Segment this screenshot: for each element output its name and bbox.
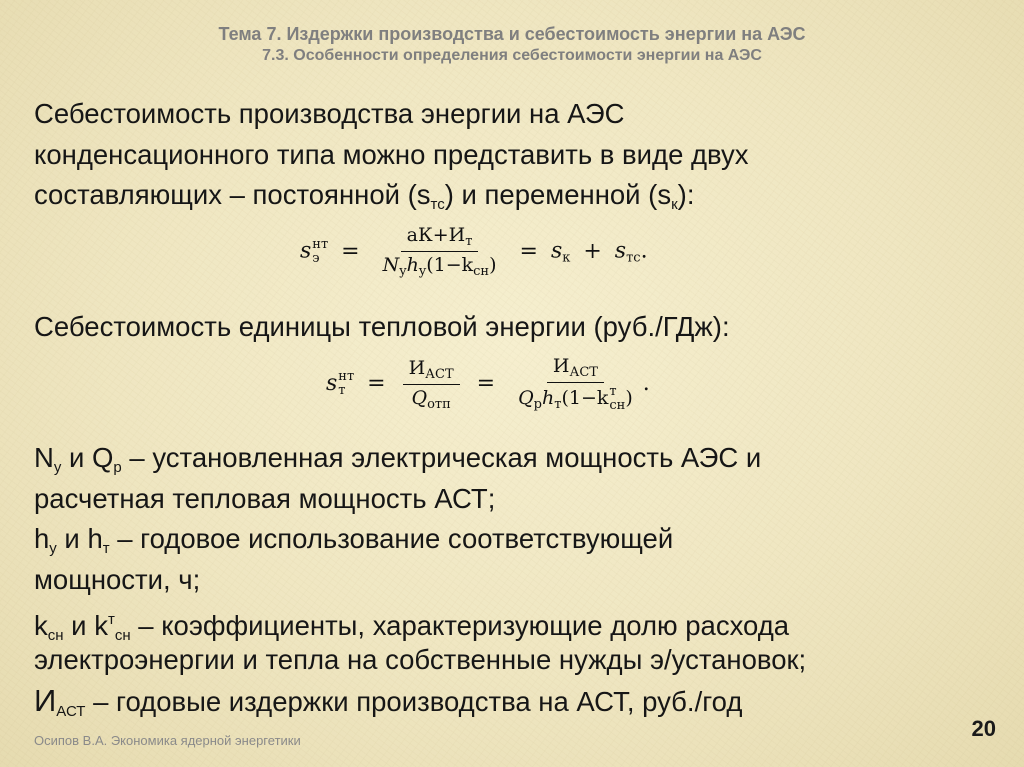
def2-h-sub: у [49,540,57,557]
f2-lhs-scripts [338,370,354,398]
f1-den-n-sub: y [399,264,407,279]
def3-k2-sup: т [107,611,115,628]
f2-den2-q: Q [518,387,534,409]
def3-k2-sub: сн [114,627,131,644]
def1-q: и Q [61,442,114,473]
f2-den-2 [512,383,639,413]
def4-i: И [34,683,57,718]
f2-lhs-sub: т [338,383,346,398]
f2-num-1 [403,357,460,385]
f1-plus: + [583,238,602,264]
def2-h2-sub: т [102,540,110,557]
f1-den-h-sub: y [418,264,427,279]
def3-text: – коэффициенты, характеризующие долю расхода [130,610,790,641]
def-2-line-2: мощности, ч; [34,564,201,595]
f2-fraction-2 [512,355,639,413]
f1-period: . [640,238,648,264]
f2-lhs-base: s [326,371,338,396]
intro-text-a: составляющих – постоянной (s [34,179,431,210]
f2-den2-h: h [541,387,555,409]
def4-i-sub: АСТ [56,703,86,720]
f1-den-close: ) [489,254,497,276]
def1-text: – установленная электрическая мощность АЭС и [121,442,762,473]
f2-den-1 [405,385,456,412]
f1-lhs-base: s [300,238,312,264]
f2-period: . [642,371,650,396]
f2-fraction-1 [403,357,460,412]
footer-author: Осипов В.А. Экономика ядерной энергетики [34,733,301,748]
formula-heat-cost [326,355,650,413]
def-1-line-2: расчетная тепловая мощность АСТ; [34,483,496,514]
f1-rhs-s-sub: к [562,250,571,266]
intro-text-b: ) и переменной (s [444,179,672,210]
def-4-line-1 [34,682,742,731]
f2-num2-text: И [552,355,570,377]
f2-den2-k-sub: сн [609,398,626,413]
f1-den-k-sub: сн [473,264,490,279]
f1-denominator [377,252,503,279]
f2-den2-paren: (1−k [561,387,609,409]
f2-num-2 [547,355,604,383]
f1-rhs-s2: s [614,238,627,264]
f2-den2-q-sub: р [533,397,542,412]
def4-text: – годовые издержки производства на АСТ, руб./год [85,686,743,717]
f1-fraction [377,224,503,279]
def3-k-sub: сн [47,627,64,644]
slide-title: Тема 7. Издержки производства и себестоимость энергии на АЭС [218,24,806,44]
def1-q-sub: р [113,459,122,476]
def-3-line-2: электроэнергии и тепла на собственные нужды э/установок; [34,644,807,675]
intro-sub-k: к [671,196,678,213]
f1-rhs-s2-sub: тс [626,250,641,266]
f1-equals: = [341,238,360,264]
f1-den-n: N [382,254,400,276]
f2-num1-text: И [408,356,426,379]
f1-lhs-scripts [312,238,328,266]
def2-h2: и h [56,523,103,554]
def3-k2: и k [63,610,108,641]
f2-num2-sub: АСТ [569,365,598,380]
def1-n-sub: y [53,459,62,476]
f2-den2-close: ) [625,387,633,409]
f1-numerator [401,224,479,252]
def2-text: – годовое использование соответствующей [109,523,674,554]
f2-lhs-sup: нт [338,369,355,384]
intro-text-c: ): [677,179,695,210]
intro-line-1: Себестоимость производства энергии на АЭС [34,98,625,129]
intro-line-2: конденсационного типа можно представить в виде двух [34,139,749,170]
f1-den-paren: (1−k [426,254,474,276]
f2-num1-sub: АСТ [425,366,454,382]
intro-line-3 [34,176,694,224]
f1-num-sub: т [465,234,473,249]
slide-header [0,22,1024,66]
f2-equals-2: = [476,371,496,396]
f2-den2-h-sub: т [554,397,562,412]
def1-n: N [34,442,54,473]
f1-equals-2: = [519,238,538,264]
f2-den1-q: Q [411,386,428,409]
f1-den-h: h [406,254,419,276]
f2-den2-k-scripts [609,385,625,413]
f1-num-text: аК+И [406,224,466,246]
f2-den2-k-sup: т [609,384,617,399]
def2-h: h [34,523,50,554]
f2-equals: = [367,371,386,396]
formula-energy-cost [300,224,648,279]
f2-den1-sub: отп [427,396,451,412]
page-number: 20 [971,716,996,741]
intro-sub-tc: тс [430,196,445,213]
heat-cost-line: Себестоимость единицы тепловой энергии (руб./ГДж): [34,311,730,342]
f1-lhs-sup: нт [312,236,329,252]
f1-lhs-sub: э [312,250,320,266]
def3-k: k [34,610,48,641]
f1-rhs-s: s [550,238,563,264]
slide-subtitle: 7.3. Особенности определения себестоимости энергии на АЭС [262,47,762,64]
